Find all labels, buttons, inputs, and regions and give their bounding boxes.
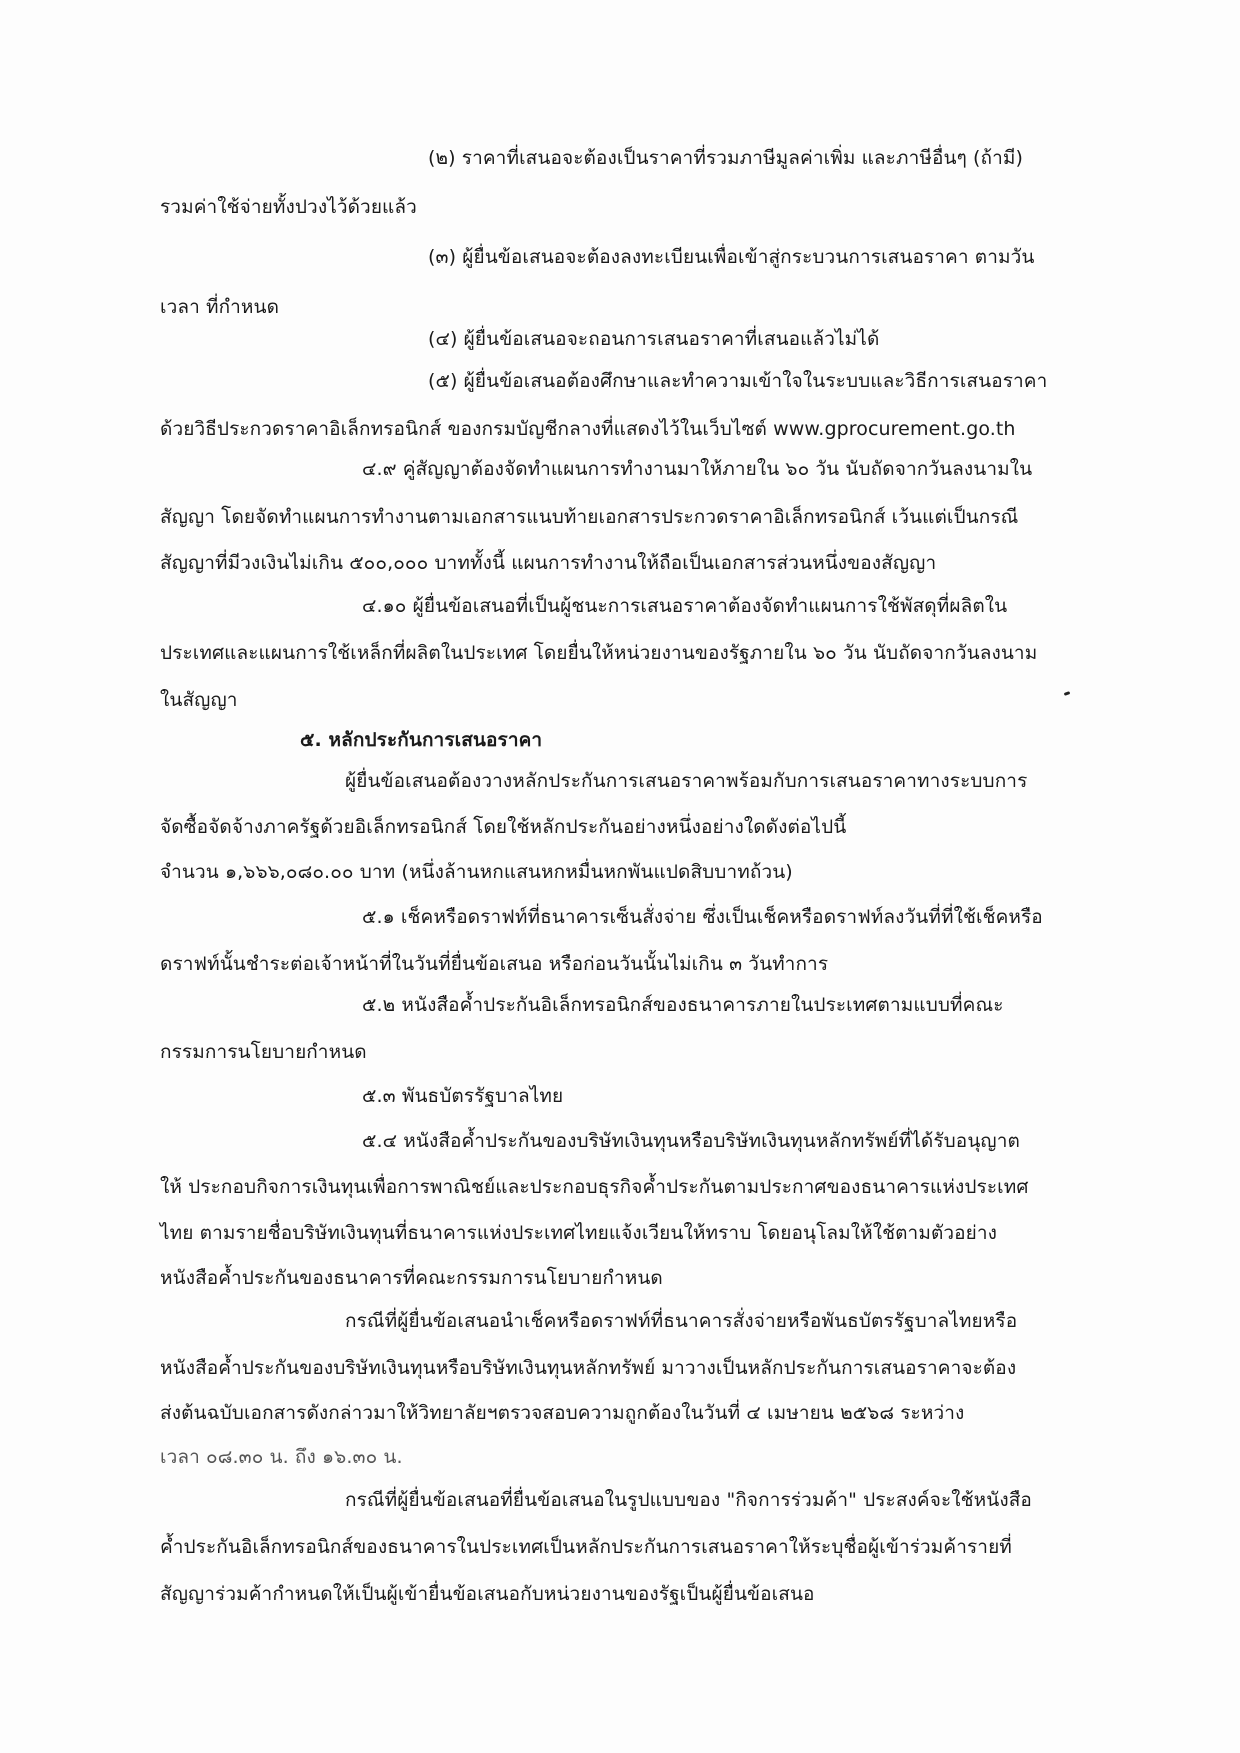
case-jv-line2: ค้ำประกันอิเล็กทรอนิกส์ของธนาคารในประเทศเป็นหลักประกันการเสนอราคาให้ระบุชื่อผู้เข้าร่วมค้ารายที่ [160,1536,1012,1558]
clause-5-2-line2: กรรมการนโยบายกำหนด [160,1041,367,1063]
clause-4-8-3-line2: เวลา ที่กำหนด [160,296,280,318]
clause-5-1-line2: ดราฟท์นั้นชำระต่อเจ้าหน้าที่ในวันที่ยื่นข้อเสนอ หรือก่อนวันนั้นไม่เกิน ๓ วันทำการ [160,953,829,975]
clause-4-8-2-line1: (๒) ราคาที่เสนอจะต้องเป็นราคาที่รวมภาษีมูลค่าเพิ่ม และภาษีอื่นๆ (ถ้ามี) [428,147,1024,169]
case-jv-line3: สัญญาร่วมค้ากำหนดให้เป็นผู้เข้ายื่นข้อเสนอกับหน่วยงานของรัฐเป็นผู้ยื่นข้อเสนอ [160,1583,815,1605]
clause-4-10-line1: ๔.๑๐ ผู้ยื่นข้อเสนอที่เป็นผู้ชนะการเสนอราคาต้องจัดทำแผนการใช้พัสดุที่ผลิตใน [362,595,1008,617]
clause-5-2-line1: ๕.๒ หนังสือค้ำประกันอิเล็กทรอนิกส์ของธนาคารภายในประเทศตามแบบที่คณะ [362,994,1004,1016]
case-cheque-line2: หนังสือค้ำประกันของบริษัทเงินทุนหรือบริษัทเงินทุนหลักทรัพย์ มาวางเป็นหลักประกันการเสนอราคาจะต้อง [160,1357,1017,1379]
clause-4-9-line1: ๔.๙ คู่สัญญาต้องจัดทำแผนการทำงานมาให้ภายใน ๖๐ วัน นับถัดจากวันลงนามใน [362,458,1033,480]
clause-5-1-line1: ๕.๑ เช็คหรือดราฟท์ที่ธนาคารเซ็นสั่งจ่าย ซึ่งเป็นเช็คหรือดราฟท์ลงวันที่ที่ใช้เช็คหรือ [362,906,1043,928]
clause-4-10-line3: ในสัญญา [160,689,238,711]
clause-5-4-line2: ให้ ประกอบกิจการเงินทุนเพื่อการพาณิชย์และประกอบธุรกิจค้ำประกันตามประกาศของธนาคารแห่งประเทศ [160,1176,1029,1198]
case-cheque-time: เวลา ๐๘.๓๐ น. ถึง ๑๖.๓๐ น. [160,1446,403,1468]
case-jv-line1: กรณีที่ผู้ยื่นข้อเสนอที่ยื่นข้อเสนอในรูปแบบของ "กิจการร่วมค้า" ประสงค์จะใช้หนังสือ [345,1489,1032,1511]
clause-4-9-line3: สัญญาที่มีวงเงินไม่เกิน ๕๐๐,๐๐๐ บาททั้งนี้ แผนการทำงานให้ถือเป็นเอกสารส่วนหนึ่งของสัญญา [160,552,937,574]
case-cheque-line1: กรณีที่ผู้ยื่นข้อเสนอนำเช็คหรือดราฟท์ที่ธนาคารสั่งจ่ายหรือพันธบัตรรัฐบาลไทยหรือ [345,1310,1018,1332]
clause-5-4-line3: ไทย ตามรายชื่อบริษัทเงินทุนที่ธนาคารแห่งประเทศไทยแจ้งเวียนให้ทราบ โดยอนุโลมให้ใช้ตามตัวอย่าง [160,1222,998,1244]
case-cheque-line3: ส่งต้นฉบับเอกสารดังกล่าวมาให้วิทยาลัยฯตรวจสอบความถูกต้องในวันที่ ๔ เมษายน ๒๕๖๘ ระหว่าง [160,1402,965,1424]
section-5-heading: ๕. หลักประกันการเสนอราคา [300,729,543,751]
clause-4-8-2-line2: รวมค่าใช้จ่ายทั้งปวงไว้ด้วยแล้ว [160,196,417,218]
section-5-intro-line1: ผู้ยื่นข้อเสนอต้องวางหลักประกันการเสนอราคาพร้อมกับการเสนอราคาทางระบบการ [345,770,1028,792]
clause-5-4-line4: หนังสือค้ำประกันของธนาคารที่คณะกรรมการนโยบายกำหนด [160,1267,663,1289]
clause-5-4-line1: ๕.๔ หนังสือค้ำประกันของบริษัทเงินทุนหรือบริษัทเงินทุนหลักทรัพย์ที่ได้รับอนุญาต [362,1130,1020,1152]
clause-4-8-4: (๔) ผู้ยื่นข้อเสนอจะถอนการเสนอราคาที่เสนอแล้วไม่ได้ [428,328,880,350]
clause-4-8-3-line1: (๓) ผู้ยื่นข้อเสนอจะต้องลงทะเบียนเพื่อเข้าสู่กระบวนการเสนอราคา ตามวัน [428,246,1035,268]
clause-4-9-line2: สัญญา โดยจัดทำแผนการทำงานตามเอกสารแนบท้ายเอกสารประกวดราคาอิเล็กทรอนิกส์ เว้นแต่เป็นกรณี [160,506,1019,528]
section-5-intro-line2: จัดซื้อจัดจ้างภาครัฐด้วยอิเล็กทรอนิกส์ โดยใช้หลักประกันอย่างหนึ่งอย่างใดดังต่อไปนี้ [160,816,847,838]
scan-speck [1064,691,1071,696]
guarantee-amount: จำนวน ๑,๖๖๖,๐๘๐.๐๐ บาท (หนึ่งล้านหกแสนหกหมื่นหกพันแปดสิบบาทถ้วน) [160,861,793,883]
clause-4-8-5-line1: (๕) ผู้ยื่นข้อเสนอต้องศึกษาและทำความเข้าใจในระบบและวิธีการเสนอราคา [428,370,1048,392]
clause-4-10-line2: ประเทศและแผนการใช้เหล็กที่ผลิตในประเทศ โดยยื่นให้หน่วยงานของรัฐภายใน ๖๐ วัน นับถัดจากวันลงนาม [160,642,1038,664]
clause-4-8-5-line2: ด้วยวิธีประกวดราคาอิเล็กทรอนิกส์ ของกรมบัญชีกลางที่แสดงไว้ในเว็บไซต์ www.gprocurement.go.th [160,418,1016,440]
clause-5-3: ๕.๓ พันธบัตรรัฐบาลไทย [362,1085,564,1107]
